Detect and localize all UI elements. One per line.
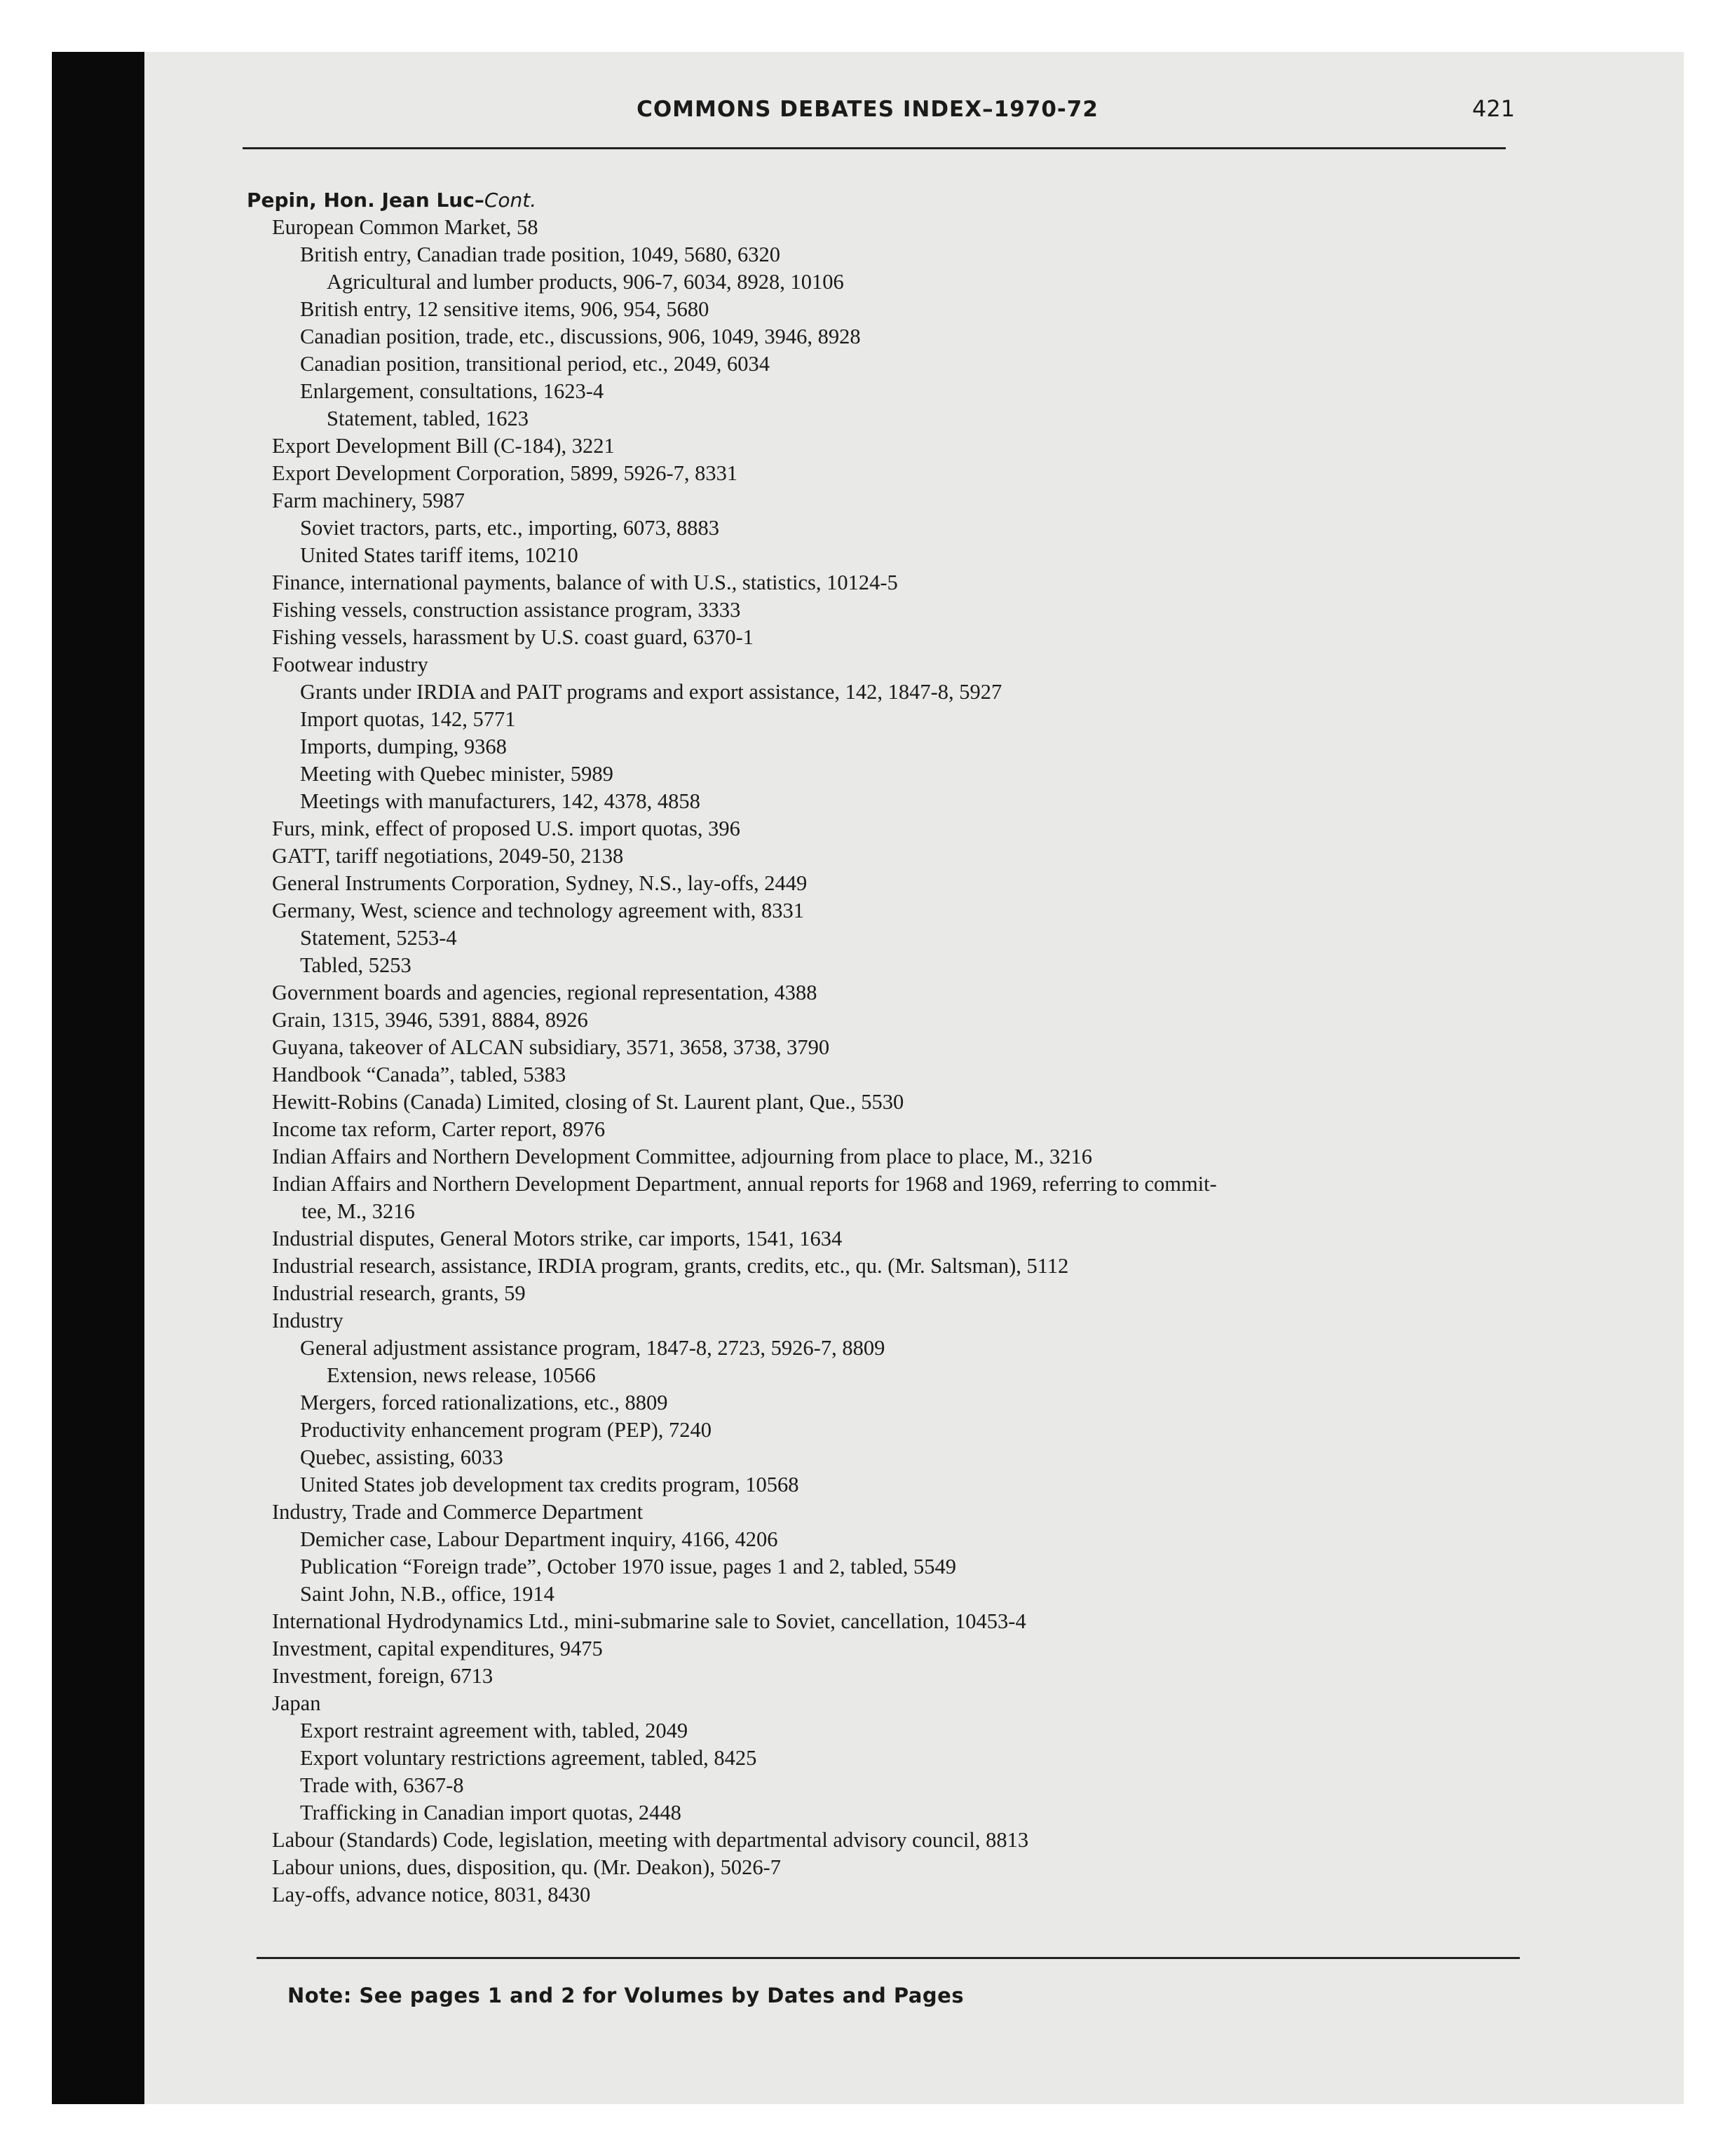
index-entry	[247, 1307, 1530, 1335]
index-entry	[247, 1116, 1530, 1143]
index-entry	[247, 1663, 1530, 1690]
index-entry-text: Canadian position, transitional period, etc., 2049, 6034	[300, 352, 770, 376]
index-entry-text: Saint John, N.B., office, 1914	[300, 1582, 554, 1606]
index-entry	[247, 1034, 1530, 1061]
index-entry-text: Labour (Standards) Code, legislation, meeting with departmental advisory council, 8813	[272, 1828, 1029, 1852]
index-entry-text: Furs, mink, effect of proposed U.S. import quotas, 396	[272, 817, 740, 840]
index-entry	[247, 1690, 1530, 1717]
index-entry-text: Grants under IRDIA and PAIT programs and export assistance, 142, 1847-8, 5927	[300, 680, 1002, 704]
index-entry-text: Quebec, assisting, 6033	[300, 1445, 503, 1469]
index-entry	[247, 1143, 1530, 1171]
index-entry-text: GATT, tariff negotiations, 2049-50, 2138	[272, 844, 624, 868]
index-entry-text: Export Development Bill (C-184), 3221	[272, 434, 615, 458]
index-entry	[247, 1635, 1530, 1663]
index-entry	[247, 1581, 1530, 1608]
index-entry	[247, 1772, 1530, 1799]
index-entry	[247, 760, 1530, 788]
index-entry	[247, 979, 1530, 1007]
index-entry-text: Export voluntary restrictions agreement, tabled, 8425	[300, 1746, 757, 1770]
index-entry-text: Soviet tractors, parts, etc., importing, 6073, 8883	[300, 516, 720, 540]
index-entry	[247, 1471, 1530, 1499]
index-entry-text: Publication “Foreign trade”, October 1970 issue, pages 1 and 2, tabled, 5549	[300, 1555, 956, 1578]
index-entry	[247, 1089, 1530, 1116]
index-entry-text: Footwear industry	[272, 653, 428, 676]
index-entry-text: Hewitt-Robins (Canada) Limited, closing of St. Laurent plant, Que., 5530	[272, 1090, 904, 1114]
index-entry	[247, 733, 1530, 760]
index-entry-text: Finance, international payments, balance of with U.S., statistics, 10124-5	[272, 571, 898, 594]
index-entry	[247, 1881, 1530, 1909]
index-entry-text: Lay-offs, advance notice, 8031, 8430	[272, 1883, 591, 1906]
index-entry-text: Agricultural and lumber products, 906-7, 6034, 8928, 10106	[327, 270, 844, 294]
index-entry-list	[247, 186, 1530, 1909]
index-entry	[247, 897, 1530, 925]
index-entry	[247, 1253, 1530, 1280]
index-entry	[247, 1553, 1530, 1581]
index-heading	[247, 186, 1530, 214]
index-entry	[247, 1526, 1530, 1553]
index-entry-text: Industry	[272, 1309, 343, 1332]
index-entry-text: Mergers, forced rationalizations, etc., 8809	[300, 1391, 668, 1414]
index-entry-text: Industry, Trade and Commerce Department	[272, 1500, 644, 1524]
index-entry-text: Handbook “Canada”, tabled, 5383	[272, 1063, 566, 1086]
index-entry-text: Trade with, 6367-8	[300, 1773, 464, 1797]
header-rule	[243, 147, 1506, 149]
index-entry-text: Grain, 1315, 3946, 5391, 8884, 8926	[272, 1008, 588, 1032]
index-entry	[247, 1061, 1530, 1089]
index-entry	[247, 925, 1530, 952]
index-entry-text: International Hydrodynamics Ltd., mini-submarine sale to Soviet, cancellation, 10453-4	[272, 1609, 1026, 1633]
index-entry-text: Industrial disputes, General Motors strike, car imports, 1541, 1634	[272, 1227, 843, 1250]
index-entry-text: Investment, capital expenditures, 9475	[272, 1637, 603, 1660]
index-entry	[247, 1335, 1530, 1362]
index-entry-text: Extension, news release, 10566	[327, 1363, 596, 1387]
index-entry-text: Guyana, takeover of ALCAN subsidiary, 3571, 3658, 3738, 3790	[272, 1035, 830, 1059]
index-entry-text: Canadian position, trade, etc., discussions, 906, 1049, 3946, 8928	[300, 325, 861, 348]
index-entry-text: United States job development tax credits program, 10568	[300, 1473, 799, 1496]
index-entry	[247, 268, 1530, 296]
index-entry-text: Germany, West, science and technology agreement with, 8331	[272, 899, 804, 922]
index-entry	[247, 1362, 1530, 1389]
index-entry-text: Meeting with Quebec minister, 5989	[300, 762, 613, 786]
index-entry	[247, 487, 1530, 514]
index-entry	[247, 706, 1530, 733]
index-entry	[247, 350, 1530, 378]
page-number: 421	[1472, 95, 1516, 122]
index-entry	[247, 514, 1530, 542]
index-entry	[247, 1007, 1530, 1034]
index-entry-text: Trafficking in Canadian import quotas, 2448	[300, 1801, 681, 1824]
index-entry	[247, 1827, 1530, 1854]
footer-note: Note: See pages 1 and 2 for Volumes by Dates and Pages	[287, 1984, 965, 2007]
index-entry	[247, 870, 1530, 897]
index-entry	[247, 542, 1530, 569]
index-entry-text: Indian Affairs and Northern Development Department, annual reports for 1968 and 1969, referring to commit-	[272, 1172, 1217, 1196]
index-entry-text: Investment, foreign, 6713	[272, 1664, 494, 1688]
index-entry-text: Imports, dumping, 9368	[300, 735, 507, 758]
index-entry	[247, 1499, 1530, 1526]
index-entry	[247, 952, 1530, 979]
index-entry-text: Enlargement, consultations, 1623-4	[300, 379, 604, 403]
index-entry-text: British entry, Canadian trade position, 1049, 5680, 6320	[300, 243, 781, 266]
index-entry-text: Meetings with manufacturers, 142, 4378, 4858	[300, 789, 700, 813]
index-entry-text: Farm machinery, 5987	[272, 489, 465, 512]
index-entry	[247, 460, 1530, 487]
index-entry	[247, 569, 1530, 596]
index-entry-text: Statement, tabled, 1623	[327, 407, 529, 430]
index-entry	[247, 378, 1530, 405]
index-entry	[247, 241, 1530, 268]
index-entry	[247, 1225, 1530, 1253]
index-entry-text: General adjustment assistance program, 1847-8, 2723, 5926-7, 8809	[300, 1336, 885, 1360]
index-entry	[247, 596, 1530, 624]
index-entry-text: Industrial research, assistance, IRDIA program, grants, credits, etc., qu. (Mr. Saltsman), 5112	[272, 1254, 1069, 1278]
index-entry-text: Tabled, 5253	[300, 953, 411, 977]
index-entry-text: Fishing vessels, construction assistance program, 3333	[272, 598, 741, 622]
index-entry-text: British entry, 12 sensitive items, 906, 954, 5680	[300, 297, 709, 321]
index-entry	[247, 1799, 1530, 1827]
index-entry	[247, 624, 1530, 651]
index-entry-text: Import quotas, 142, 5771	[300, 707, 516, 731]
index-entry-text: Government boards and agencies, regional representation, 4388	[272, 981, 817, 1004]
index-entry	[247, 1854, 1530, 1881]
index-entry-text: Statement, 5253-4	[300, 926, 457, 950]
index-entry	[247, 405, 1530, 432]
index-entry	[247, 1608, 1530, 1635]
index-entry-text: Income tax reform, Carter report, 8976	[272, 1117, 606, 1141]
index-entry	[247, 678, 1530, 706]
index-entry	[247, 296, 1530, 323]
index-entry-text: Labour unions, dues, disposition, qu. (Mr. Deakon), 5026-7	[272, 1855, 781, 1879]
index-entry	[247, 651, 1530, 678]
index-entry-text: Fishing vessels, harassment by U.S. coast guard, 6370-1	[272, 625, 754, 649]
index-entry	[247, 1389, 1530, 1417]
index-entry	[247, 842, 1530, 870]
index-entry-text: Export Development Corporation, 5899, 5926-7, 8331	[272, 461, 738, 485]
index-entry	[247, 1745, 1530, 1772]
index-entry-text: Indian Affairs and Northern Development Committee, adjourning from place to place, M., 3216	[272, 1145, 1092, 1168]
footer-rule	[257, 1957, 1520, 1959]
index-entry-text: Japan	[272, 1691, 321, 1715]
index-entry	[247, 1280, 1530, 1307]
index-entry-text: Industrial research, grants, 59	[272, 1281, 526, 1305]
index-entry	[247, 1417, 1530, 1444]
heading-continued: Cont.	[484, 189, 537, 212]
page-header-title: COMMONS DEBATES INDEX–1970-72	[637, 97, 1098, 122]
index-entry	[247, 432, 1530, 460]
index-entry	[247, 1717, 1530, 1745]
index-entry-text: Productivity enhancement program (PEP), 7240	[300, 1418, 712, 1442]
index-entry-text: Demicher case, Labour Department inquiry, 4166, 4206	[300, 1527, 778, 1551]
heading-name: Pepin, Hon. Jean Luc–	[247, 189, 484, 212]
index-entry	[247, 815, 1530, 842]
scan-binding-edge	[52, 52, 144, 2104]
index-entry-text: General Instruments Corporation, Sydney, N.S., lay-offs, 2449	[272, 871, 808, 895]
index-entry	[247, 1444, 1530, 1471]
index-entry-text: United States tariff items, 10210	[300, 543, 578, 567]
index-entry-continuation: tee, M., 3216	[301, 1199, 415, 1223]
index-entry	[247, 788, 1530, 815]
index-entry-text: Export restraint agreement with, tabled, 2049	[300, 1719, 688, 1742]
index-entry	[247, 214, 1530, 241]
index-entry	[247, 323, 1530, 350]
index-entry-text: European Common Market, 58	[272, 215, 538, 239]
index-entry	[247, 1171, 1530, 1225]
